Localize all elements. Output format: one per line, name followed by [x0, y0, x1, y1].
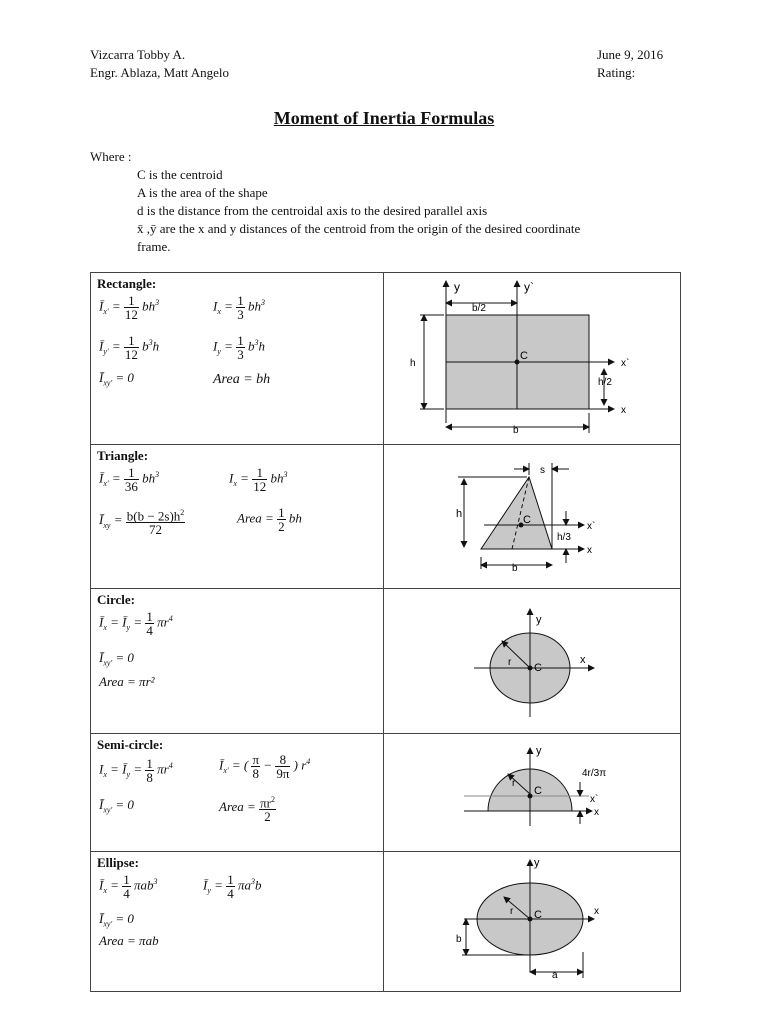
triangle-title: Triangle: [97, 448, 149, 463]
student-name: Vizcarra Tobby A. [90, 47, 186, 62]
triangle-formulas [91, 445, 384, 589]
triangle-shape [481, 477, 552, 549]
where-label: Where : [90, 149, 132, 164]
label-r: r [512, 778, 516, 789]
label-b-half: b/2 [472, 303, 486, 314]
centroid-point [528, 666, 533, 671]
triangle-area: Area = $\frac{1}{2}$ bh [237, 505, 302, 534]
rectangle-iy-base: $I_y$ = $\frac{1}{3}$ $b^3h$ [213, 333, 265, 362]
label-c: C [534, 662, 542, 674]
area-definition: A is the area of the shape [137, 185, 268, 200]
rectangle-ix-centroid: $Ī_{x'}$ = $\frac{1}{12}$ $bh^3$ [99, 293, 160, 322]
ellipse-diagram [384, 852, 680, 986]
semicircle-ix-iy: $I_x$ = $Ī_y$ = $\frac{1}{8}$ $\pi r^4$ [99, 756, 173, 785]
label-y: y [454, 280, 460, 294]
rectangle-iy-centroid: $Ī_{y'}$ = $\frac{1}{12}$ $b^3h$ [99, 333, 160, 362]
triangle-diagram [384, 445, 680, 583]
centroid-point [528, 917, 533, 922]
label-h: h [410, 358, 416, 369]
where-definitions [90, 148, 690, 256]
semicircle-formulas [91, 734, 384, 852]
label-x: x [587, 545, 592, 556]
formula-table [90, 272, 681, 992]
label-b: b [456, 934, 462, 945]
label-c: C [520, 350, 528, 362]
label-a: a [552, 970, 558, 981]
label-b: b [512, 563, 518, 574]
circle-ixy: $Ī_{xy'} = 0$ [99, 650, 134, 668]
header-left [90, 46, 229, 82]
instructor-name: Engr. Ablaza, Matt Angelo [90, 65, 230, 80]
label-c: C [534, 909, 542, 921]
circle-diagram [384, 589, 680, 728]
label-b: b [513, 425, 519, 436]
date: June 9, 2016 [597, 47, 664, 62]
label-y: y [536, 745, 542, 757]
circle-formulas [91, 589, 384, 734]
rectangle-diagram-cell [384, 273, 681, 445]
label-x: x [594, 807, 599, 818]
semicircle-area: Area = $\frac{\pi r^2}{2}$ [219, 795, 275, 825]
label-r: r [510, 906, 514, 917]
label-y-prime: y` [524, 280, 534, 294]
circle-ix-iy: $Ī_x$ = $Ī_y$ = $\frac{1}{4}$ $\pi r^4$ [99, 609, 173, 638]
label-c: C [534, 785, 542, 797]
ellipse-iy: $Ī_y$ = $\frac{1}{4}$ $\pi a^3b$ [203, 872, 262, 901]
triangle-ix-centroid: $Ī_{x'}$ = $\frac{1}{36}$ $bh^3$ [99, 465, 160, 494]
rectangle-formulas [91, 273, 384, 445]
circle-title: Circle: [97, 592, 136, 607]
triangle-diagram-cell [384, 445, 681, 589]
label-offset: 4r/3π [582, 768, 607, 779]
semicircle-row [91, 734, 681, 852]
triangle-ix-base: $I_x$ = $\frac{1}{12}$ $bh^3$ [229, 465, 288, 494]
centroid-point [528, 794, 533, 799]
label-x-prime: x` [590, 794, 599, 805]
ellipse-title: Ellipse: [97, 855, 139, 870]
circle-diagram-cell [384, 589, 681, 734]
triangle-ixy: $Ī_{xy}$ = $\frac{b(b - 2s)h^2}{72}$ [99, 508, 185, 538]
label-h-half: h/2 [598, 377, 612, 388]
label-x: x [580, 654, 586, 666]
distance-definition: d is the distance from the centroidal axis to the desired parallel axis [137, 203, 488, 218]
centroid-coords-definition: x̄ ,ȳ are the x and y distances of the centroid from the origin of the desired coordinate [137, 221, 581, 236]
label-x-prime: x` [621, 358, 630, 369]
ellipse-diagram-cell [384, 852, 681, 992]
centroid-point [515, 360, 520, 365]
ellipse-row [91, 852, 681, 992]
rating-label: Rating: [597, 65, 636, 80]
ellipse-ixy: $Ī_{xy'} = 0$ [99, 911, 134, 929]
label-h-third: h/3 [557, 532, 571, 543]
triangle-row [91, 445, 681, 589]
rectangle-diagram [384, 273, 680, 439]
rectangle-ixy: $Ī_{xy'} = 0$ [99, 370, 134, 388]
rectangle-area: Area = bh [213, 372, 271, 387]
centroid-coords-definition-cont: frame. [137, 239, 171, 254]
semicircle-ixy: $Ī_{xy'} = 0$ [99, 797, 134, 815]
semicircle-diagram [384, 734, 680, 846]
label-s: s [540, 465, 545, 476]
rectangle-title: Rectangle: [97, 276, 157, 291]
header-right [597, 46, 663, 82]
rectangle-row [91, 273, 681, 445]
label-r: r [508, 657, 512, 668]
ellipse-area: Area = πab [99, 933, 159, 948]
label-y: y [536, 614, 542, 626]
ellipse-formulas [91, 852, 384, 992]
semicircle-ix-centroid: $Ī_{x'}$ = ( $\frac{\pi}{8}$ − $\frac{8}{9\pi}$ ) $r^4$ [219, 752, 311, 781]
ellipse-ix: $Ī_x$ = $\frac{1}{4}$ πab$^3$ [99, 872, 158, 901]
centroid-definition: C is the centroid [137, 167, 223, 182]
semicircle-diagram-cell [384, 734, 681, 852]
label-c: C [523, 514, 531, 526]
label-x: x [594, 906, 599, 917]
label-y: y [534, 857, 540, 869]
page-title: Moment of Inertia Formulas [273, 108, 495, 128]
label-x-prime: x` [587, 521, 596, 532]
rectangle-ix-base: $I_x$ = $\frac{1}{3}$ $bh^3$ [213, 293, 265, 322]
label-x: x [621, 405, 626, 416]
circle-area: Area = πr² [99, 674, 155, 689]
circle-row [91, 589, 681, 734]
semicircle-title: Semi-circle: [97, 737, 164, 752]
label-h: h [456, 508, 463, 520]
